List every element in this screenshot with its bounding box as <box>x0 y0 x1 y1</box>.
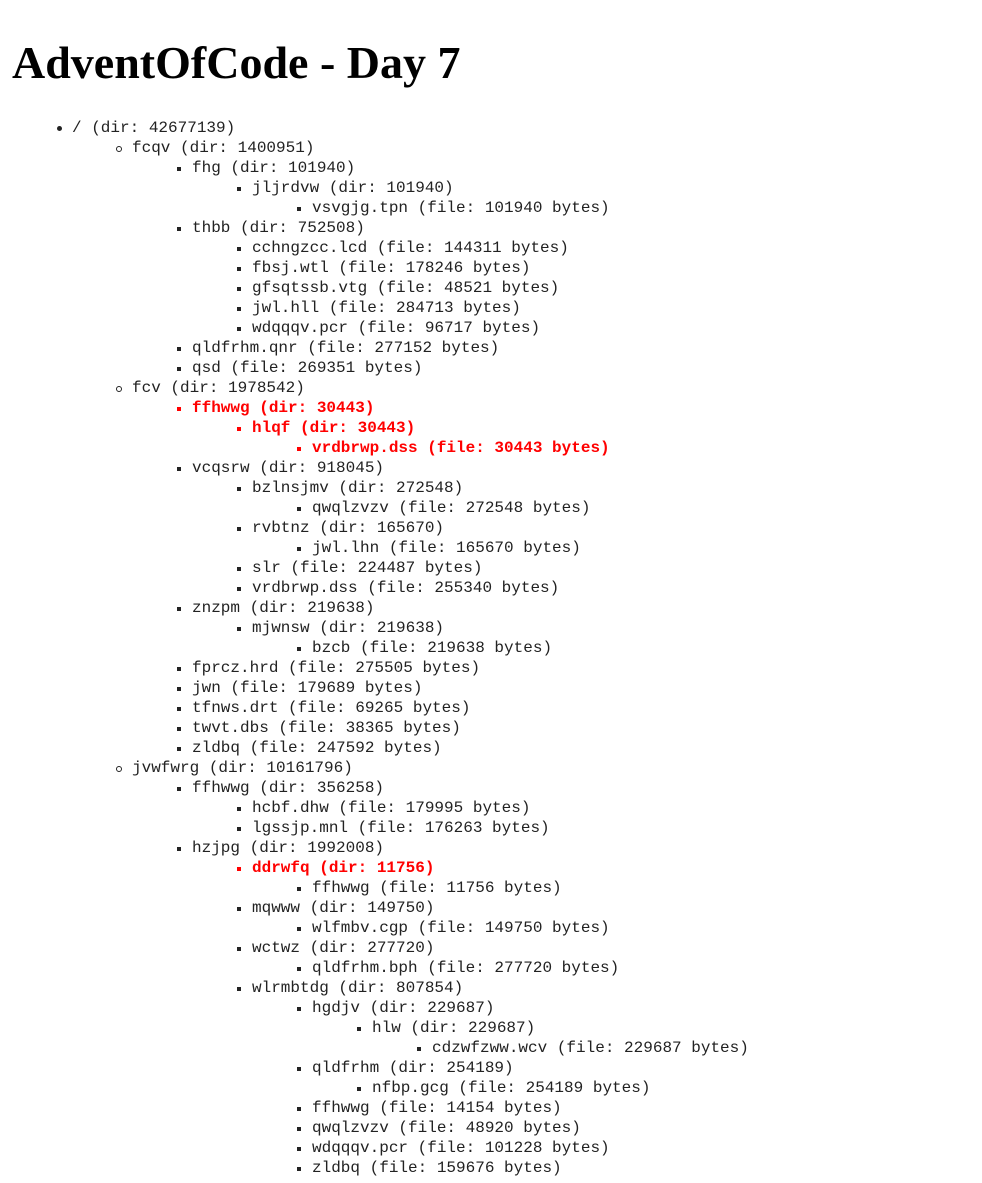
tree-node-label: ffhwwg (file: 14154 bytes) <box>312 1099 562 1117</box>
tree-node <box>0 1018 982 1038</box>
tree-node-label: ffhwwg (dir: 356258) <box>192 779 385 797</box>
tree-node <box>0 198 982 218</box>
tree-node-label: hlw (dir: 229687) <box>372 1019 536 1037</box>
tree-node <box>0 738 982 758</box>
list-bullet-icon <box>172 358 186 378</box>
list-bullet-icon <box>292 498 306 518</box>
list-bullet-icon <box>292 1158 306 1178</box>
tree-node <box>0 1038 982 1058</box>
tree-node-label: gfsqtssb.vtg (file: 48521 bytes) <box>252 279 560 297</box>
tree-node <box>0 918 982 938</box>
tree-node <box>0 398 982 418</box>
tree-node <box>0 858 982 878</box>
tree-node <box>0 278 982 298</box>
tree-node <box>0 938 982 958</box>
list-bullet-icon <box>232 258 246 278</box>
tree-node <box>0 1098 982 1118</box>
list-bullet-icon <box>232 278 246 298</box>
list-bullet-icon <box>232 618 246 638</box>
tree-node <box>0 138 982 158</box>
tree-node-label: vrdbrwp.dss (file: 255340 bytes) <box>252 579 560 597</box>
list-bullet-icon <box>352 1078 366 1098</box>
list-bullet-icon <box>172 218 186 238</box>
list-bullet-icon <box>292 1058 306 1078</box>
tree-node <box>0 818 982 838</box>
tree-node <box>0 118 982 138</box>
tree-node-label: jljrdvw (dir: 101940) <box>252 179 454 197</box>
page-title: AdventOfCode - Day 7 <box>12 37 461 88</box>
tree-node <box>0 1158 982 1178</box>
tree-node-label: znzpm (dir: 219638) <box>192 599 375 617</box>
tree-node-label: nfbp.gcg (file: 254189 bytes) <box>372 1079 651 1097</box>
list-bullet-icon <box>292 1118 306 1138</box>
tree-node <box>0 978 982 998</box>
list-bullet-icon <box>232 898 246 918</box>
tree-node-label: zldbq (file: 159676 bytes) <box>312 1159 562 1177</box>
list-bullet-icon <box>292 1138 306 1158</box>
list-bullet-icon <box>172 658 186 678</box>
list-bullet-icon <box>232 318 246 338</box>
tree-node <box>0 878 982 898</box>
tree-node <box>0 238 982 258</box>
tree-node-label: zldbq (file: 247592 bytes) <box>192 739 442 757</box>
list-bullet-icon <box>292 638 306 658</box>
tree-node-label: vrdbrwp.dss (file: 30443 bytes) <box>312 439 610 457</box>
tree-node <box>0 538 982 558</box>
tree-node-label: hlqf (dir: 30443) <box>252 419 416 437</box>
list-bullet-icon <box>232 818 246 838</box>
tree-node-label: hzjpg (dir: 1992008) <box>192 839 385 857</box>
tree-node <box>0 718 982 738</box>
list-bullet-icon <box>172 458 186 478</box>
list-bullet-icon <box>232 478 246 498</box>
tree-node-label: jwn (file: 179689 bytes) <box>192 679 423 697</box>
tree-node <box>0 678 982 698</box>
tree-node <box>0 698 982 718</box>
tree-node <box>0 958 982 978</box>
list-bullet-icon <box>172 718 186 738</box>
tree-node <box>0 598 982 618</box>
tree-node <box>0 578 982 598</box>
tree-node <box>0 498 982 518</box>
list-bullet-icon <box>292 878 306 898</box>
tree-node-label: wlrmbtdg (dir: 807854) <box>252 979 464 997</box>
list-bullet-icon <box>292 1098 306 1118</box>
tree-node <box>0 218 982 238</box>
list-bullet-icon <box>172 778 186 798</box>
tree-node-label: wdqqqv.pcr (file: 101228 bytes) <box>312 1139 610 1157</box>
list-bullet-icon <box>52 118 66 138</box>
tree-node <box>0 1058 982 1078</box>
list-bullet-icon <box>232 858 246 878</box>
list-bullet-icon <box>232 238 246 258</box>
tree-node-label: hcbf.dhw (file: 179995 bytes) <box>252 799 531 817</box>
tree-node-label: slr (file: 224487 bytes) <box>252 559 483 577</box>
tree-node-label: qldfrhm.bph (file: 277720 bytes) <box>312 959 620 977</box>
list-bullet-icon <box>232 938 246 958</box>
list-bullet-icon <box>232 558 246 578</box>
tree-node-label: vsvgjg.tpn (file: 101940 bytes) <box>312 199 610 217</box>
list-bullet-icon <box>292 538 306 558</box>
list-bullet-icon <box>172 698 186 718</box>
list-bullet-icon <box>172 598 186 618</box>
tree-node <box>0 1078 982 1098</box>
list-bullet-icon <box>232 578 246 598</box>
tree-node-label: mqwww (dir: 149750) <box>252 899 435 917</box>
tree-node-label: jwl.hll (file: 284713 bytes) <box>252 299 521 317</box>
list-bullet-icon <box>172 398 186 418</box>
tree-node-label: ffhwwg (file: 11756 bytes) <box>312 879 562 897</box>
tree-node <box>0 298 982 318</box>
tree-node-label: / (dir: 42677139) <box>72 119 236 137</box>
tree-node-label: hgdjv (dir: 229687) <box>312 999 495 1017</box>
tree-node-label: bzlnsjmv (dir: 272548) <box>252 479 464 497</box>
tree-node <box>0 378 982 398</box>
list-bullet-icon <box>292 438 306 458</box>
tree-node-label: ffhwwg (dir: 30443) <box>192 399 375 417</box>
tree-node <box>0 638 982 658</box>
tree-node-label: cchngzcc.lcd (file: 144311 bytes) <box>252 239 569 257</box>
tree-node-label: tfnws.drt (file: 69265 bytes) <box>192 699 471 717</box>
list-bullet-icon <box>292 918 306 938</box>
tree-node <box>0 418 982 438</box>
tree-node <box>0 458 982 478</box>
tree-node-label: twvt.dbs (file: 38365 bytes) <box>192 719 461 737</box>
tree-node <box>0 158 982 178</box>
tree-node <box>0 758 982 778</box>
tree-node <box>0 318 982 338</box>
list-bullet-icon <box>172 158 186 178</box>
list-bullet-icon <box>232 518 246 538</box>
tree-node <box>0 338 982 358</box>
tree-node-label: fbsj.wtl (file: 178246 bytes) <box>252 259 531 277</box>
list-bullet-icon <box>172 678 186 698</box>
tree-node-label: mjwnsw (dir: 219638) <box>252 619 445 637</box>
tree-node-label: qwqlzvzv (file: 272548 bytes) <box>312 499 591 517</box>
tree-node-label: ddrwfq (dir: 11756) <box>252 859 435 877</box>
list-bullet-icon <box>232 418 246 438</box>
tree-node <box>0 358 982 378</box>
tree-node <box>0 618 982 638</box>
tree-node <box>0 838 982 858</box>
tree-node <box>0 1138 982 1158</box>
tree-node-label: cdzwfzww.wcv (file: 229687 bytes) <box>432 1039 749 1057</box>
tree-node <box>0 778 982 798</box>
tree-node-label: jvwfwrg (dir: 10161796) <box>132 759 353 777</box>
tree-node-label: fhg (dir: 101940) <box>192 159 356 177</box>
tree-node-label: fcqv (dir: 1400951) <box>132 139 315 157</box>
file-tree <box>0 118 982 1178</box>
tree-node-label: lgssjp.mnl (file: 176263 bytes) <box>252 819 550 837</box>
tree-node-label: qwqlzvzv (file: 48920 bytes) <box>312 1119 581 1137</box>
list-bullet-icon <box>112 138 126 158</box>
tree-node <box>0 558 982 578</box>
tree-node-label: wctwz (dir: 277720) <box>252 939 435 957</box>
tree-node-label: rvbtnz (dir: 165670) <box>252 519 445 537</box>
list-bullet-icon <box>352 1018 366 1038</box>
tree-node <box>0 438 982 458</box>
tree-node-label: qsd (file: 269351 bytes) <box>192 359 423 377</box>
list-bullet-icon <box>232 798 246 818</box>
tree-node-label: fprcz.hrd (file: 275505 bytes) <box>192 659 481 677</box>
list-bullet-icon <box>112 758 126 778</box>
list-bullet-icon <box>172 838 186 858</box>
list-bullet-icon <box>232 178 246 198</box>
tree-node-label: wlfmbv.cgp (file: 149750 bytes) <box>312 919 610 937</box>
tree-node <box>0 518 982 538</box>
tree-node-label: qldfrhm.qnr (file: 277152 bytes) <box>192 339 500 357</box>
tree-node <box>0 1118 982 1138</box>
list-bullet-icon <box>232 298 246 318</box>
tree-node <box>0 258 982 278</box>
list-bullet-icon <box>112 378 126 398</box>
tree-node-label: qldfrhm (dir: 254189) <box>312 1059 514 1077</box>
tree-node-label: thbb (dir: 752508) <box>192 219 365 237</box>
tree-node <box>0 478 982 498</box>
list-bullet-icon <box>172 338 186 358</box>
list-bullet-icon <box>292 958 306 978</box>
tree-node-label: bzcb (file: 219638 bytes) <box>312 639 553 657</box>
tree-node-label: fcv (dir: 1978542) <box>132 379 305 397</box>
list-bullet-icon <box>412 1038 426 1058</box>
tree-node <box>0 998 982 1018</box>
tree-node <box>0 178 982 198</box>
list-bullet-icon <box>172 738 186 758</box>
tree-node-label: wdqqqv.pcr (file: 96717 bytes) <box>252 319 541 337</box>
tree-node-label: vcqsrw (dir: 918045) <box>192 459 385 477</box>
tree-node <box>0 898 982 918</box>
list-bullet-icon <box>232 978 246 998</box>
list-bullet-icon <box>292 198 306 218</box>
tree-node <box>0 658 982 678</box>
tree-node-label: jwl.lhn (file: 165670 bytes) <box>312 539 581 557</box>
tree-node <box>0 798 982 818</box>
list-bullet-icon <box>292 998 306 1018</box>
